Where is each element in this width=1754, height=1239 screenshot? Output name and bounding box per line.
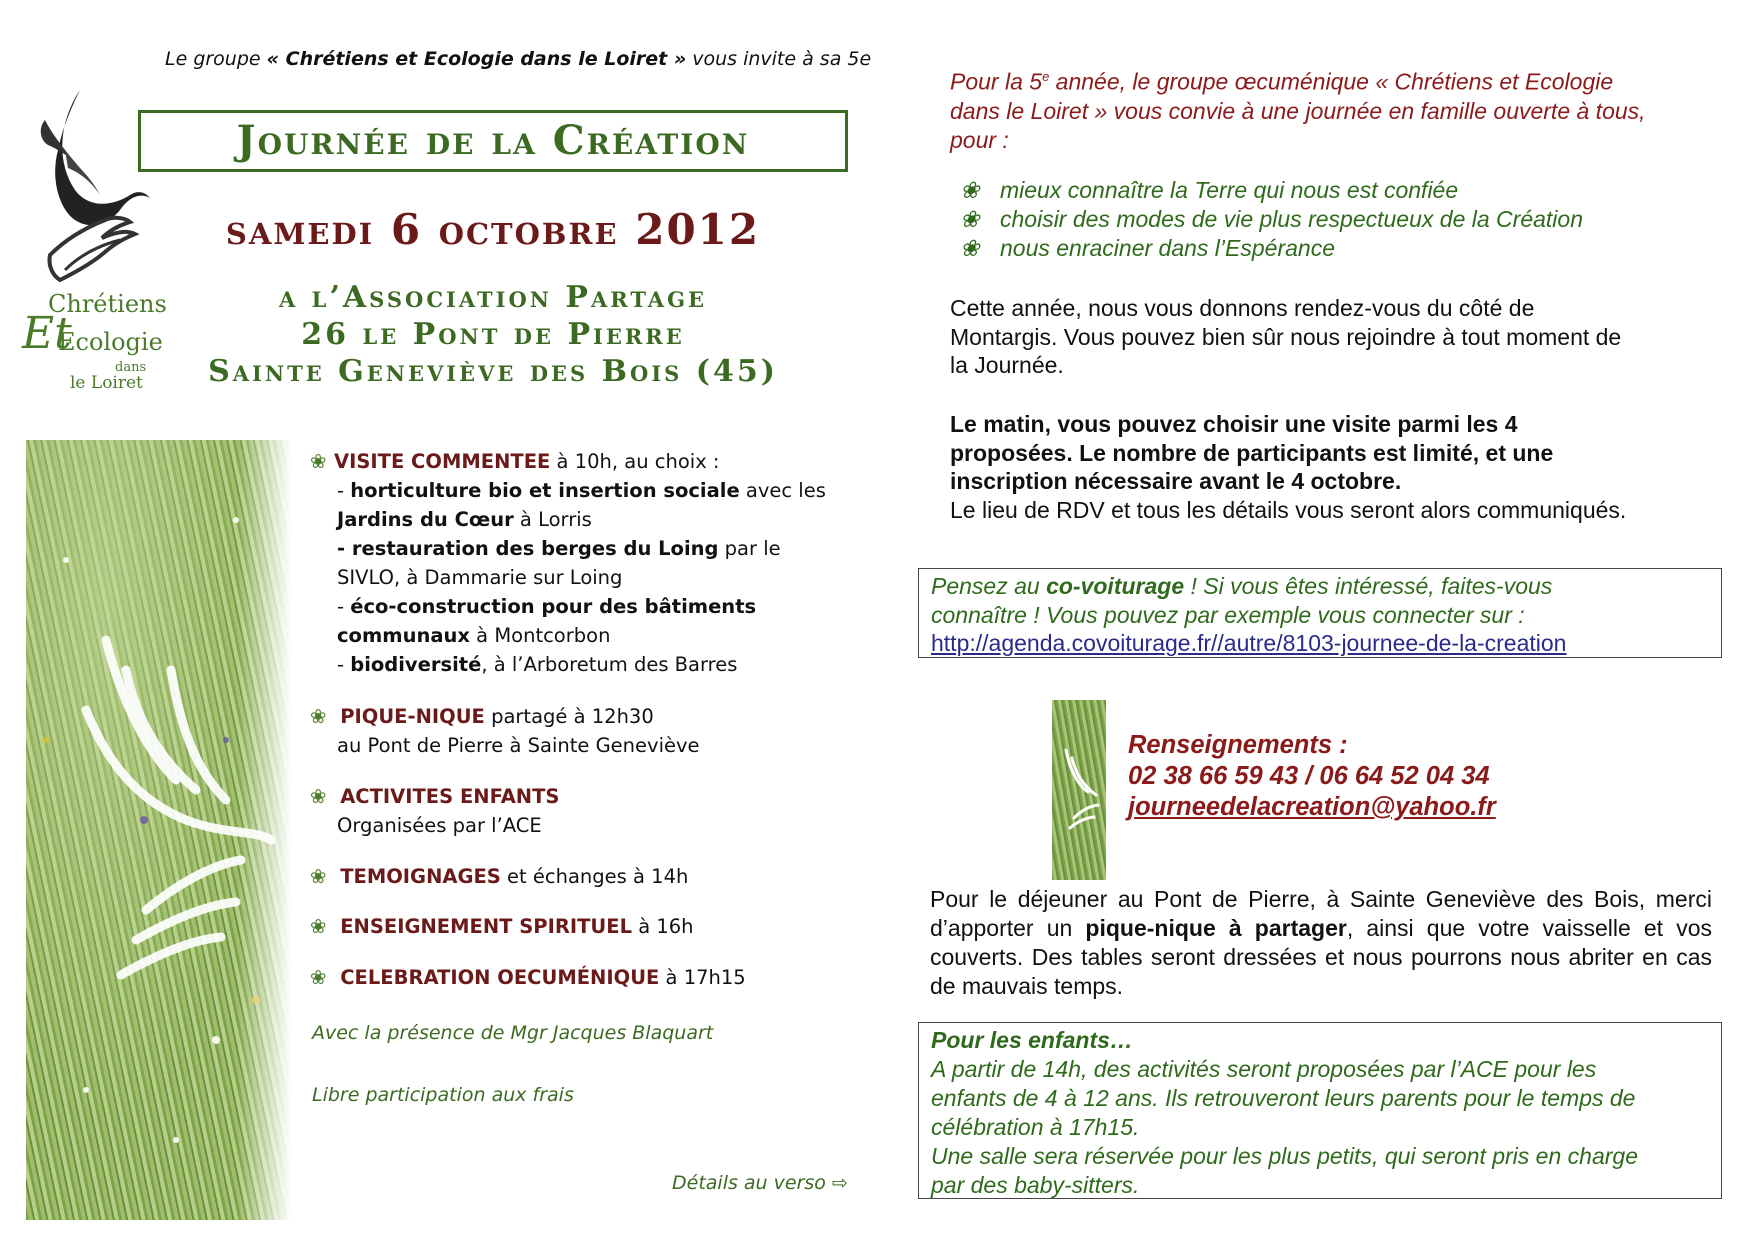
visite-1-place: à Lorris [513, 508, 592, 531]
logo [20, 80, 167, 425]
rdv-paragraph [950, 294, 1710, 380]
morning-line-bold: Le matin, vous pouvez choisir une visite parmi les 4 [950, 411, 1518, 437]
carpool-post: ! Si vous êtes intéressé, faites-vous [1184, 573, 1553, 599]
enseignement-heading: ENSEIGNEMENT SPIRITUEL [340, 915, 632, 938]
dove-hand-watermark-icon [26, 440, 291, 1220]
program-item-enseignement [310, 912, 830, 941]
contact-email-link[interactable]: journeedelacreation@yahoo.fr [1128, 793, 1496, 821]
visite-2-place: SIVLO, à Dammarie sur Loing [337, 566, 623, 589]
logo-text-et: Et [22, 308, 72, 359]
visite-2-title: - restauration des berges du Loing [337, 537, 719, 560]
carpool-box [918, 568, 1722, 658]
morning-paragraph [950, 410, 1710, 524]
logo-text-loiret: le Loiret [70, 373, 143, 393]
visite-3-title: éco-construction pour des bâtiments [350, 595, 757, 618]
goal-item [960, 234, 1720, 263]
invitation-line [165, 48, 871, 70]
visite-heading: VISITE COMMENTEE [334, 450, 551, 473]
flower-bullet-icon: ❀ [960, 235, 980, 261]
contact-label: Renseignements : [1128, 731, 1348, 759]
visite-1-title: horticulture bio et insertion sociale [350, 479, 740, 502]
visite-1-after: avec les [739, 479, 826, 502]
lunch-post: , ainsi que votre vaisselle et vos couverts. Des tables seront dressées et nous pourrons nous abriter en cas de mauvais temps. [930, 915, 1712, 999]
carpool-keyword: co-voiturage [1046, 573, 1185, 599]
meadow-thumbnail [1052, 700, 1106, 880]
goal-text: mieux connaître la Terre qui nous est confiée [1000, 177, 1459, 203]
enseignement-time: à 16h [632, 915, 694, 938]
visite-3-place: à Montcorbon [469, 624, 611, 647]
flower-bullet-icon: ❀ [310, 966, 327, 989]
invite-group-name: « Chrétiens et Ecologie dans le Loiret » [266, 48, 687, 70]
contact-phones: 02 38 66 59 43 / 06 64 52 04 34 [1128, 762, 1490, 790]
visite-4-title: biodiversité [350, 653, 482, 676]
visite-3-title-cont: communaux [337, 624, 470, 647]
logo-text-ecologie: Ecologie [58, 328, 163, 356]
event-date: samedi 6 octobre 2012 [225, 205, 761, 254]
intro-line-3: pour : [950, 126, 1009, 153]
logo-text-chretiens: Chrétiens [48, 290, 167, 318]
flower-bullet-icon: ❀ [960, 177, 980, 203]
visite-dash: - [337, 653, 351, 676]
flower-bullet-icon: ❀ [310, 705, 327, 728]
kids-title: Pour les enfants… [931, 1027, 1133, 1053]
temoignages-time: et échanges à 14h [500, 865, 689, 888]
celebration-time: à 17h15 [659, 966, 746, 989]
celebration-heading: CELEBRATION OECUMÉNIQUE [340, 966, 660, 989]
kids-line: enfants de 4 à 12 ans. Ils retrouveront leurs parents pour le temps de [931, 1085, 1636, 1111]
program-item-enfants [310, 782, 830, 840]
intro-line-2: dans le Loiret » vous convie à une journée en famille ouverte à tous, [950, 97, 1646, 124]
visite-heading-after: à 10h, au choix : [550, 450, 720, 473]
temoignages-heading: TEMOIGNAGES [340, 865, 501, 888]
contact-block [1128, 730, 1496, 823]
goal-text: nous enraciner dans l’Espérance [1000, 235, 1335, 261]
pique-nique-time: partagé à 12h30 [484, 705, 654, 728]
invite-pre: Le groupe [165, 48, 267, 70]
morning-line: Le lieu de RDV et tous les détails vous seront alors communiqués. [950, 496, 1627, 523]
meadow-image [26, 440, 291, 1220]
flower-bullet-icon: ❀ [310, 450, 327, 473]
program-item-celebration [310, 963, 830, 992]
title-box [138, 110, 848, 172]
address-line-2: 26 le Pont de Pierre [301, 317, 685, 352]
flower-bullet-icon: ❀ [960, 206, 980, 232]
page-title: Journée de la Création [236, 117, 750, 164]
flower-bullet-icon: ❀ [310, 785, 327, 808]
lunch-pre: Pour le déjeuner au Pont de Pierre, à Sainte Geneviève des Bois, merci d’apporter un [930, 886, 1712, 941]
program-item-visite [310, 447, 830, 679]
presence-note: Avec la présence de Mgr Jacques Blaquart [312, 1022, 714, 1044]
visite-dash: - [337, 595, 351, 618]
rdv-line: Montargis. Vous pouvez bien sûr nous rejoindre à tout moment de [950, 323, 1622, 350]
kids-line: par des baby-sitters. [931, 1172, 1140, 1198]
address-line-3: Sainte Geneviève des Bois (45) [208, 354, 778, 389]
kids-line: Une salle sera réservée pour les plus petits, qui seront pris en charge [931, 1143, 1638, 1169]
kids-box [918, 1022, 1722, 1199]
enfants-organizer: Organisées par l’ACE [337, 814, 542, 837]
invite-post: vous invite à sa 5e [686, 48, 872, 70]
visite-1-partner: Jardins du Cœur [337, 508, 514, 531]
address-line-1: a l’Association Partage [278, 280, 708, 315]
intro-line-1b: année, le groupe œcuménique « Chrétiens et Ecologie [1049, 68, 1614, 95]
rdv-line: Cette année, nous vous donnons rendez-vous du côté de [950, 295, 1535, 321]
visite-2-after: par le [718, 537, 781, 560]
enfants-heading: ACTIVITES ENFANTS [340, 785, 560, 808]
program-item-pique-nique [310, 702, 830, 760]
dove-hand-thumbnail-icon [1052, 700, 1106, 880]
goal-text: choisir des modes de vie plus respectueux de la Création [1000, 206, 1583, 232]
goal-item [960, 205, 1720, 234]
visite-dash: - [337, 479, 351, 502]
intro-sup: e [1042, 69, 1050, 84]
visite-4-place: , à l’Arboretum des Barres [481, 653, 738, 676]
intro-line-1a: Pour la 5 [950, 68, 1043, 95]
rdv-line: la Journée. [950, 352, 1064, 378]
carpool-line-2: connaître ! Vous pouvez par exemple vous connecter sur : [931, 601, 1525, 628]
program-item-temoignages [310, 862, 830, 891]
morning-line-bold: proposées. Le nombre de participants est limité, et une [950, 439, 1554, 466]
carpool-link[interactable]: http://agenda.covoiturage.fr//autre/8103-journee-de-la-creation [931, 630, 1567, 656]
kids-line: célébration à 17h15. [931, 1114, 1140, 1140]
intro-paragraph [950, 62, 1710, 155]
pique-nique-heading: PIQUE-NIQUE [340, 705, 485, 728]
lunch-bold: pique-nique à partager [1085, 915, 1347, 941]
flower-bullet-icon: ❀ [310, 865, 327, 888]
flower-bullet-icon: ❀ [310, 915, 327, 938]
lunch-paragraph [930, 885, 1712, 1001]
dove-hand-logo-icon [20, 80, 155, 300]
participation-note: Libre participation aux frais [312, 1084, 574, 1106]
kids-line: A partir de 14h, des activités seront proposées par l’ACE pour les [931, 1056, 1597, 1082]
logo-text-dans: dans [115, 360, 147, 375]
goals-list [960, 176, 1720, 263]
pique-nique-place: au Pont de Pierre à Sainte Geneviève [337, 734, 700, 757]
morning-line-bold: inscription nécessaire avant le 4 octobre. [950, 468, 1402, 494]
details-verso-link[interactable]: Détails au verso ⇨ [672, 1172, 848, 1194]
goal-item [960, 176, 1720, 205]
carpool-pre: Pensez au [931, 573, 1047, 599]
